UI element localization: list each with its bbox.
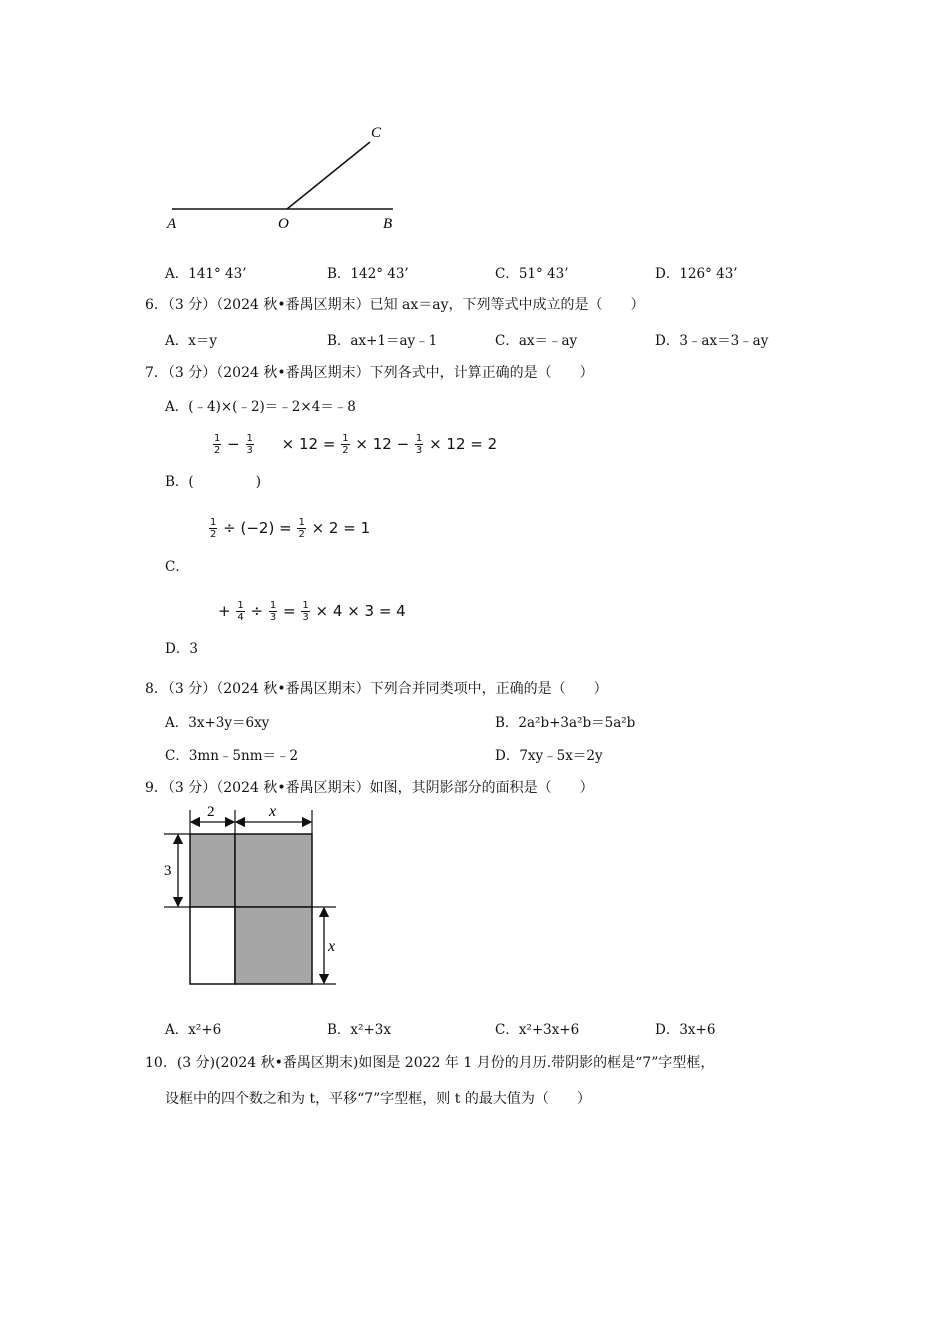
q5-option-a[interactable]: A．141° 43’ bbox=[165, 266, 247, 282]
label-a: A bbox=[167, 216, 177, 232]
dim-label-top-left: 2 bbox=[207, 804, 215, 820]
q6-option-c[interactable]: C．ax＝﹣ay bbox=[495, 333, 578, 349]
shaded-cell-top-left bbox=[190, 834, 235, 907]
shaded-area-figure bbox=[160, 800, 350, 990]
blank-cell-bottom-left bbox=[190, 907, 235, 984]
dim-label-right: x bbox=[328, 938, 336, 955]
shaded-cell-top-right bbox=[235, 834, 312, 907]
q7-option-b[interactable]: B．( ) bbox=[165, 474, 261, 490]
fraction: $\frac{1}{2}$ bbox=[342, 433, 349, 456]
fraction: $\frac{1}{3}$ bbox=[246, 433, 253, 456]
q10-stem-line2: 设框中的四个数之和为 t，平移“7”字型框，则 t 的最大值为（ ） bbox=[165, 1091, 591, 1107]
q8-option-c[interactable]: C．3mn﹣5nm＝﹣2 bbox=[165, 748, 299, 764]
fraction: $\frac{1}{3}$ bbox=[269, 600, 277, 623]
q6-option-a[interactable]: A．x＝y bbox=[165, 333, 217, 349]
q6-option-d[interactable]: D．3﹣ax＝3﹣ay bbox=[655, 333, 769, 349]
q8-stem: 8．（3 分）（2024 秋•番禺区期末）下列合并同类项中，正确的是（ ） bbox=[145, 681, 608, 697]
label-c: C bbox=[371, 125, 382, 141]
label-b: B bbox=[383, 216, 393, 232]
q7-option-a[interactable]: A．(﹣4)×(﹣2)＝﹣2×4＝﹣8 bbox=[165, 399, 356, 415]
q7-option-d-expression: + $\frac{1}{4}$ ÷ $\frac{1}{3}$ = $\frac{1}{3}$ × 4 × 3 = 4 bbox=[218, 600, 406, 623]
q6-stem: 6．（3 分）（2024 秋•番禺区期末）已知 ax＝ay，下列等式中成立的是（ ） bbox=[145, 297, 645, 313]
fraction: $\frac{1}{2}$ bbox=[210, 517, 217, 540]
q9-option-a[interactable]: A．x²+6 bbox=[165, 1022, 222, 1038]
q5-option-d[interactable]: D．126° 43’ bbox=[655, 266, 738, 282]
q7-option-b-expression: $\frac{1}{2}$ − $\frac{1}{3}$ × 12 = $\frac{1}{2}$ × 12 − $\frac{1}{3}$ × 12 = 2 bbox=[214, 433, 498, 456]
dim-label-left: 3 bbox=[164, 863, 172, 879]
dim-label-top-right: x bbox=[269, 803, 277, 820]
q7-option-d[interactable]: D．3 bbox=[165, 641, 198, 657]
q8-option-d[interactable]: D．7xy﹣5x＝2y bbox=[495, 748, 603, 764]
fraction: $\frac{1}{2}$ bbox=[214, 433, 221, 456]
q5-option-c[interactable]: C．51° 43’ bbox=[495, 266, 569, 282]
q9-stem: 9．（3 分）（2024 秋•番禺区期末）如图，其阴影部分的面积是（ ） bbox=[145, 780, 594, 796]
fraction: $\frac{1}{4}$ bbox=[237, 600, 244, 623]
q9-option-d[interactable]: D．3x+6 bbox=[655, 1022, 716, 1038]
angle-figure bbox=[160, 115, 410, 240]
shaded-cell-bottom-right bbox=[235, 907, 312, 984]
q7-option-c-expression: $\frac{1}{2}$ ÷ (−2) = $\frac{1}{2}$ × 2 = 1 bbox=[210, 517, 371, 540]
fraction: $\frac{1}{2}$ bbox=[298, 517, 305, 540]
q5-option-b[interactable]: B．142° 43’ bbox=[327, 266, 409, 282]
q9-option-c[interactable]: C．x²+3x+6 bbox=[495, 1022, 580, 1038]
q9-option-b[interactable]: B．x²+3x bbox=[327, 1022, 391, 1038]
ray-oc bbox=[287, 142, 370, 209]
q8-option-a[interactable]: A．3x+3y＝6xy bbox=[165, 715, 270, 731]
q6-option-b[interactable]: B．ax+1＝ay﹣1 bbox=[327, 333, 438, 349]
q10-stem-line1: 10．(3 分)(2024 秋•番禺区期末)如图是 2022 年 1 月份的月历.带阴影的框是“7”字型框， bbox=[145, 1055, 715, 1071]
label-o: O bbox=[278, 216, 289, 232]
q7-option-c[interactable]: C． bbox=[165, 559, 189, 575]
fraction: $\frac{1}{3}$ bbox=[302, 600, 309, 623]
q8-option-b[interactable]: B．2a²b+3a²b＝5a²b bbox=[495, 715, 636, 731]
fraction: $\frac{1}{3}$ bbox=[415, 433, 423, 456]
q7-stem: 7．（3 分）（2024 秋•番禺区期末）下列各式中，计算正确的是（ ） bbox=[145, 365, 594, 381]
